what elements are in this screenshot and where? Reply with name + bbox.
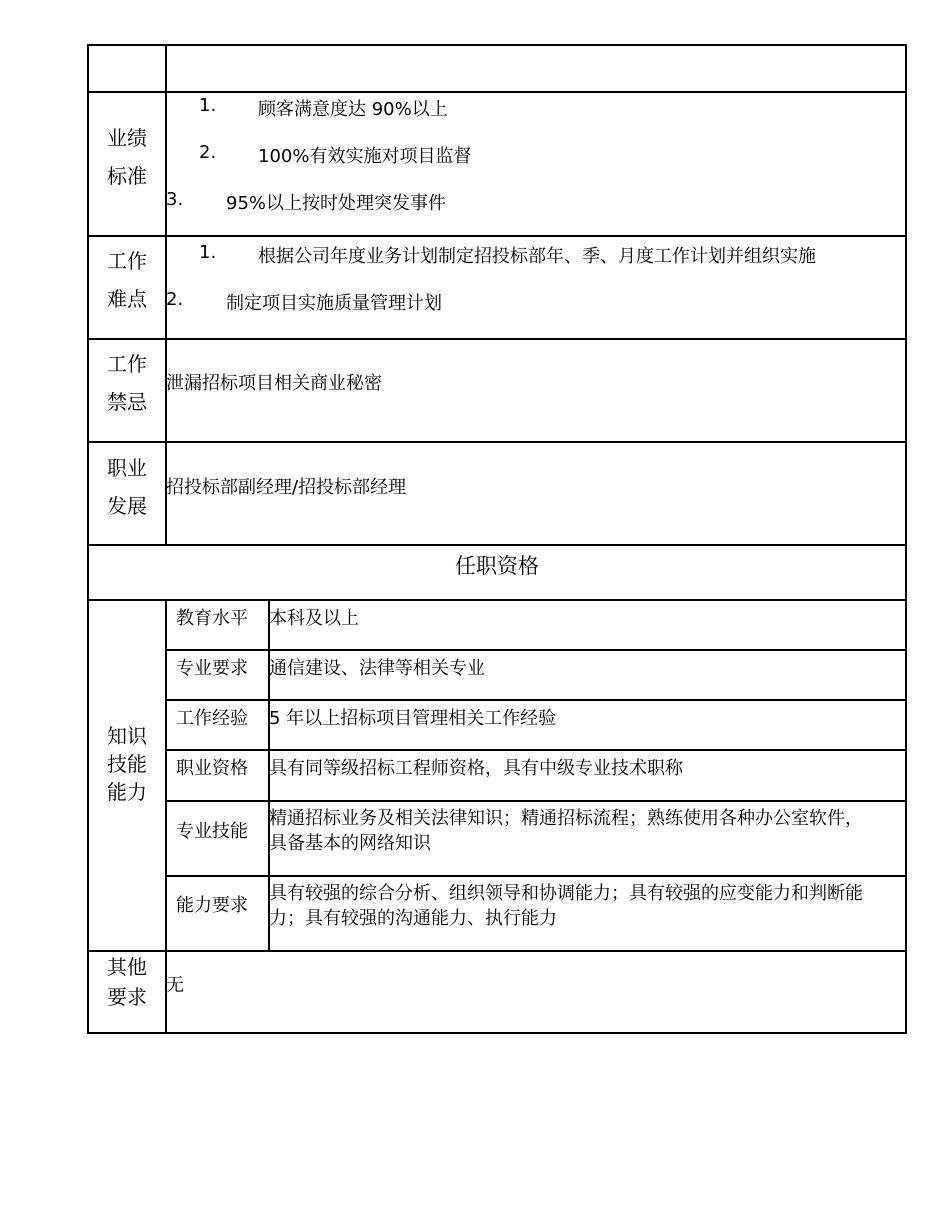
- table-border-top: [87, 44, 907, 46]
- other-text: 无: [166, 975, 184, 996]
- skills-value-line1: 精通招标业务及相关法律知识；精通招标流程；熟练使用各种办公室软件，: [269, 808, 863, 829]
- performance-label-line1: 业绩: [107, 126, 147, 150]
- performance-item-number: 3.: [166, 189, 184, 210]
- difficulty-item-text: 制定项目实施质量管理计划: [226, 293, 442, 314]
- career-label-line2: 发展: [107, 494, 147, 518]
- major-value: 通信建设、法律等相关专业: [269, 658, 485, 679]
- certification-label: 职业资格: [176, 758, 248, 779]
- row-divider: [87, 950, 907, 952]
- prohibition-label-line2: 禁忌: [107, 390, 147, 414]
- sub-row-divider: [165, 800, 907, 802]
- performance-item-text: 100%有效实施对项目监督: [258, 146, 472, 167]
- performance-item-number: 2.: [199, 142, 217, 163]
- other-label-line1: 其他: [107, 955, 147, 979]
- sub-row-divider: [165, 699, 907, 701]
- experience-label: 工作经验: [176, 708, 248, 729]
- experience-value: 5 年以上招标项目管理相关工作经验: [269, 708, 557, 729]
- other-label-line2: 要求: [107, 985, 147, 1009]
- education-label: 教育水平: [176, 608, 248, 629]
- table-border-right: [905, 44, 907, 1034]
- education-value: 本科及以上: [269, 608, 359, 629]
- prohibition-text: 泄漏招标项目相关商业秘密: [166, 373, 382, 394]
- difficulty-item-number: 1.: [199, 242, 217, 263]
- difficulty-label-line1: 工作: [107, 249, 147, 273]
- row-divider: [87, 235, 907, 237]
- difficulty-item-text: 根据公司年度业务计划制定招投标部年、季、月度工作计划并组织实施: [258, 246, 816, 267]
- skills-value-line2: 具备基本的网络知识: [269, 833, 431, 854]
- row-divider: [87, 599, 907, 601]
- performance-item-text: 95%以上按时处理突发事件: [226, 193, 447, 214]
- sub-row-divider: [165, 875, 907, 877]
- ability-value-line2: 力；具有较强的沟通能力、执行能力: [269, 908, 557, 929]
- table-border-bottom: [87, 1032, 907, 1034]
- difficulty-item-number: 2.: [166, 289, 184, 310]
- career-label-line1: 职业: [107, 456, 147, 480]
- qualification-group-label-line2: 技能: [107, 752, 147, 776]
- performance-item-text: 顾客满意度达 90%以上: [258, 99, 448, 120]
- difficulty-label-line2: 难点: [107, 287, 147, 311]
- ability-value-line1: 具有较强的综合分析、组织领导和协调能力；具有较强的应变能力和判断能: [269, 883, 863, 904]
- career-text: 招投标部副经理/招投标部经理: [166, 477, 407, 498]
- certification-value: 具有同等级招标工程师资格，具有中级专业技术职称: [269, 758, 683, 779]
- ability-label: 能力要求: [176, 895, 248, 916]
- qualification-title: 任职资格: [455, 554, 539, 578]
- sub-row-divider: [165, 649, 907, 651]
- table-border-left: [87, 44, 89, 1034]
- row-divider: [87, 338, 907, 340]
- row-divider: [87, 91, 907, 93]
- major-label: 专业要求: [176, 658, 248, 679]
- label-column-divider-lower: [165, 599, 167, 1034]
- prohibition-label-line1: 工作: [107, 352, 147, 376]
- performance-item-number: 1.: [199, 95, 217, 116]
- row-divider: [87, 441, 907, 443]
- performance-label-line2: 标准: [107, 164, 147, 188]
- sub-row-divider: [165, 749, 907, 751]
- skills-label: 专业技能: [176, 821, 248, 842]
- row-divider: [87, 544, 907, 546]
- qualification-group-label-line3: 能力: [107, 780, 147, 804]
- qualification-group-label-line1: 知识: [107, 724, 147, 748]
